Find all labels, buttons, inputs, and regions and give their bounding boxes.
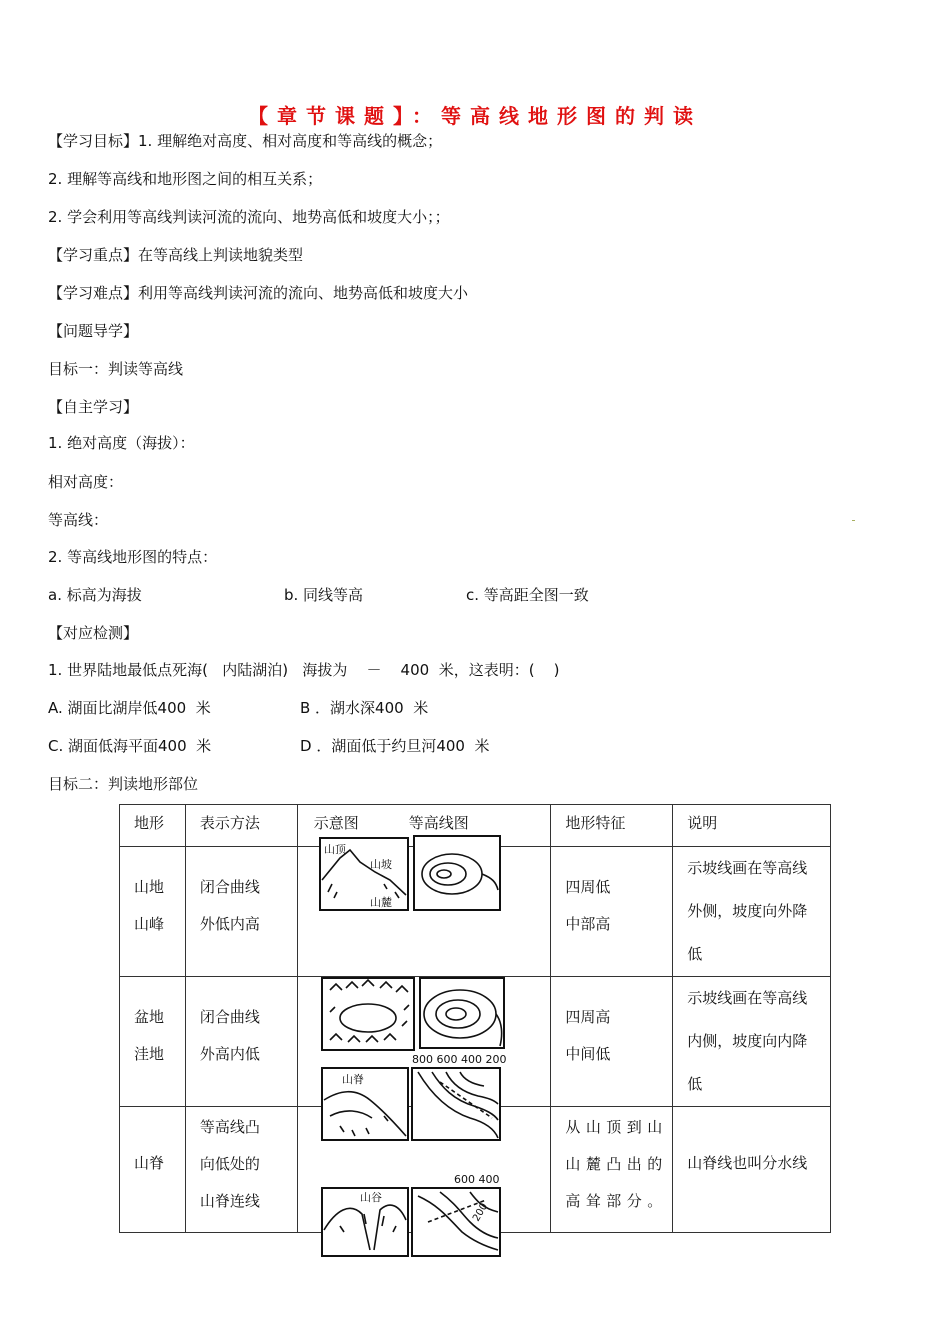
goal-item: 2. 学会利用等高线判读河流的流向、地势高低和坡度大小；； (48, 208, 450, 226)
feature-text: 四周高 (565, 1008, 611, 1026)
header-feature: 地形特征 (565, 814, 626, 832)
feature-a: a. 标高为海拔 (48, 586, 142, 604)
question-stem: 1. 世界陆地最低点死海( 内陆湖泊) 海拔为 － 400 米，这表明：( ) (48, 661, 560, 679)
difficult-point: 【学习难点】利用等高线判读河流的流向、地势高低和坡度大小 (48, 284, 469, 302)
method-text: 等高线凸 (199, 1118, 260, 1136)
contour-blank: 等高线： (48, 511, 109, 529)
note-text: 外侧，坡度向外降 (687, 902, 808, 920)
feature-text: 从山顶到山 (565, 1118, 663, 1136)
feature-text: 山麓凸出的 (565, 1155, 663, 1173)
basin-sketch (322, 978, 414, 1050)
label-peak-slope: 山坡 (370, 858, 392, 871)
ridge-scale-label: 800 600 400 200 (412, 1053, 507, 1066)
key-point: 【学习重点】在等高线上判读地貌类型 (48, 246, 304, 264)
header-contour-map: 等高线图 (408, 814, 469, 832)
goal-two: 目标二：判读地形部位 (48, 775, 199, 793)
valley-contour-label: 200 (471, 1201, 491, 1224)
feature-c: c. 等高距全图一致 (466, 586, 589, 604)
method-text: 闭合曲线 (199, 1008, 260, 1026)
ridge-contour (412, 1068, 500, 1140)
feature-text: 四周低 (565, 878, 611, 896)
note-text: 示坡线画在等高线 (687, 859, 808, 877)
option-b: B ．湖水深400 米 (300, 699, 429, 717)
basin-contour (420, 978, 504, 1048)
option-d: D ．湖面低于约旦河400 米 (300, 737, 490, 755)
header-method: 表示方法 (199, 814, 260, 832)
ridge-sketch (322, 1068, 408, 1140)
terrain-label: 洼地 (134, 1045, 165, 1063)
option-a: A. 湖面比湖岸低400 米 (48, 699, 211, 717)
valley-sketch (322, 1188, 408, 1256)
valley-scale-label: 600 400 (454, 1173, 500, 1186)
method-text: 山脊连线 (199, 1192, 260, 1210)
goal-one: 目标一：判读等高线 (48, 360, 184, 378)
learning-goal: 【学习目标】1. 理解绝对高度、相对高度和等高线的概念； (48, 132, 443, 150)
terrain-label: 山脊 (134, 1154, 165, 1172)
section-heading: 【对应检测】 (48, 624, 139, 642)
label-peak-foot: 山麓 (370, 896, 392, 909)
label-valley: 山谷 (360, 1191, 382, 1204)
method-text: 外低内高 (199, 915, 260, 933)
section-heading: 【问题导学】 (48, 322, 139, 340)
peak-sketch (320, 838, 408, 910)
goal-item: 2. 理解等高线和地形图之间的相互关系； (48, 170, 323, 188)
label-ridge: 山脊 (342, 1073, 364, 1086)
note-text: 低 (687, 1075, 703, 1093)
feature-text: 中部高 (565, 915, 611, 933)
note-text: 内侧，坡度向内降 (687, 1032, 808, 1050)
header-sketch: 示意图 (313, 814, 359, 832)
method-text: 闭合曲线 (199, 878, 260, 896)
note-text: 山脊线也叫分水线 (687, 1154, 808, 1172)
peak-contour (414, 836, 500, 910)
label-peak-top: 山顶 (324, 843, 346, 856)
valley-contour (412, 1188, 500, 1256)
method-text: 向低处的 (199, 1155, 260, 1173)
relative-height-blank: 相对高度： (48, 473, 124, 491)
terrain-label: 山地 (134, 878, 165, 896)
features-heading: 2. 等高线地形图的特点： (48, 548, 218, 566)
absolute-height-blank: 1. 绝对高度（海拔）： (48, 434, 195, 452)
note-text: 低 (687, 945, 703, 963)
option-c: C. 湖面低海平面400 米 (48, 737, 212, 755)
method-text: 外高内低 (199, 1045, 260, 1063)
header-note: 说明 (687, 814, 718, 832)
note-text: 示坡线画在等高线 (687, 989, 808, 1007)
terrain-label: 山峰 (134, 915, 165, 933)
feature-text: 高耸部分。 (565, 1192, 663, 1210)
section-heading: 【自主学习】 (48, 398, 139, 416)
page-title: 【章节课题】：等高线地形图的判读 (248, 104, 702, 128)
terrain-label: 盆地 (134, 1008, 165, 1026)
feature-text: 中间低 (565, 1045, 611, 1063)
feature-b: b. 同线等高 (284, 586, 364, 604)
header-terrain: 地形 (134, 814, 165, 832)
